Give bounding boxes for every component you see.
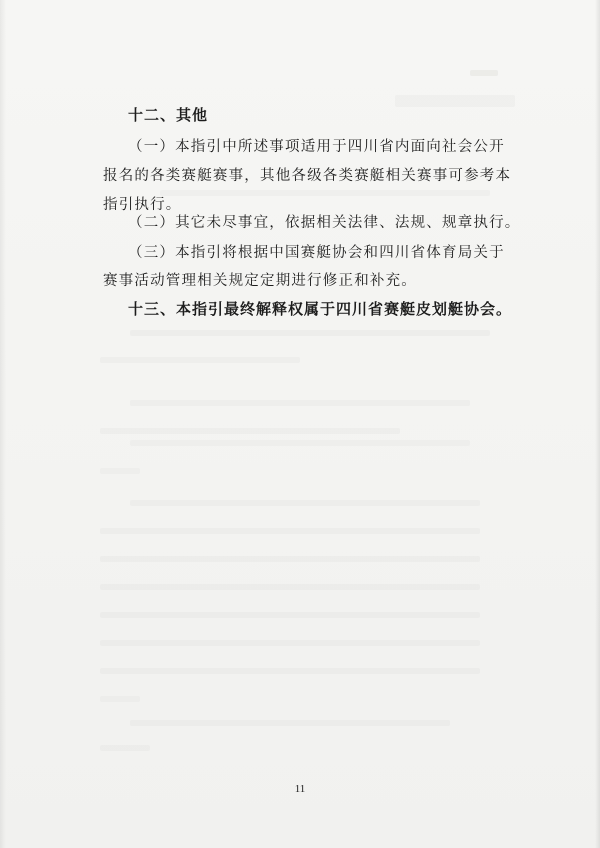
show-through-mark [130,440,470,446]
page-number: 11 [294,783,306,795]
show-through-mark [100,696,140,702]
show-through-mark [100,584,480,590]
show-through-mark [100,745,150,751]
section-12-heading: 十二、其他 [128,106,209,124]
show-through-mark [130,500,480,506]
show-through-mark [130,720,450,726]
show-through-mark [100,357,300,363]
item-1-line-3: 指引执行。 [103,197,182,213]
item-3-line-2: 赛事活动管理相关规定定期进行修正和补充。 [103,273,417,289]
item-1-line-1: （一）本指引中所述事项适用于四川省内面向社会公开 [128,139,505,155]
page-edge-right [595,0,600,848]
item-1-line-2: 报名的各类赛艇赛事，其他各级各类赛艇相关赛事可参考本 [103,168,512,184]
show-through-mark [160,190,490,196]
section-13-heading: 十三、本指引最终解释权属于四川省赛艇皮划艇协会。 [128,300,513,318]
show-through-mark [100,640,480,646]
show-through-mark [130,400,470,406]
item-2-line-1: （二）其它未尽事宜，依据相关法律、法规、规章执行。 [128,215,521,231]
show-through-mark [100,556,480,562]
show-through-mark [100,468,140,474]
show-through-mark [130,330,490,336]
show-through-mark [470,70,498,76]
page-edge-left [0,0,6,848]
show-through-mark [100,528,480,534]
show-through-mark [100,612,480,618]
show-through-mark [100,668,480,674]
show-through-mark [100,428,400,434]
item-3-line-1: （三）本指引将根据中国赛艇协会和四川省体育局关于 [128,245,505,261]
show-through-mark [395,95,515,107]
